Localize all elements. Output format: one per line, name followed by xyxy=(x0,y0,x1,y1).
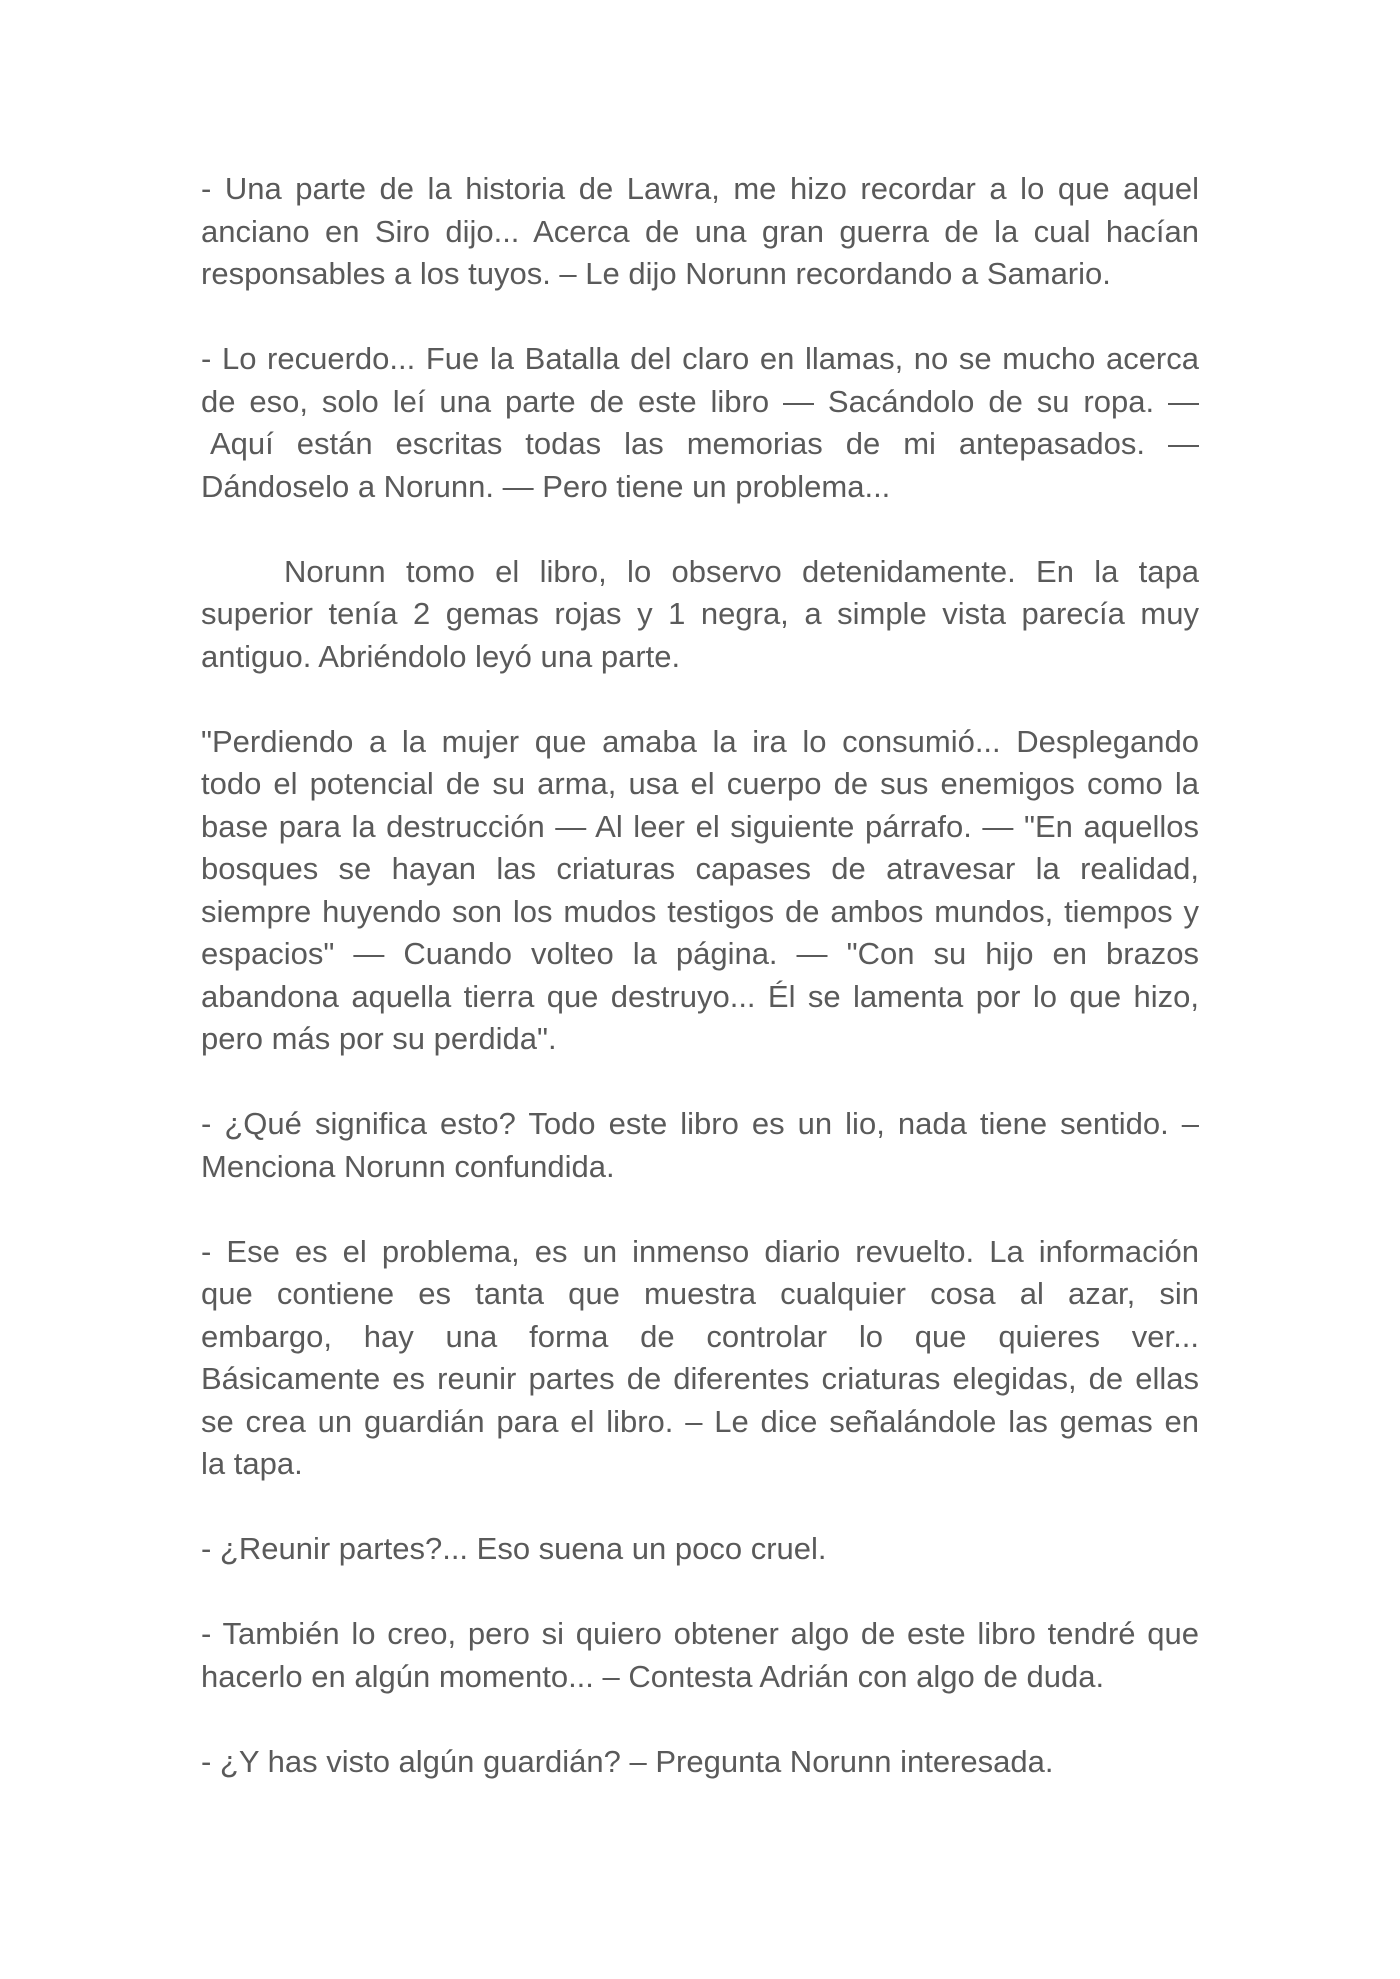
text-line: Menciona Norunn confundida. xyxy=(201,1148,615,1184)
text-line: la tapa. xyxy=(201,1446,303,1481)
text-line: bosques se hayan las criaturas capases de atravesar la realidad, xyxy=(201,851,1199,886)
text-line: Dándoselo a Norunn. — Pero tiene un problema... xyxy=(201,468,891,504)
text-line: hacerlo en algún momento... – Contesta Adrián con algo de duda. xyxy=(201,1658,1105,1694)
text-line: Básicamente es reunir partes de diferentes criaturas elegidas, de ellas xyxy=(201,1361,1199,1396)
text-line: - También lo creo, pero si quiero obtener algo de este libro tendré que xyxy=(201,1616,1199,1651)
text-line: - ¿Y has visto algún guardián? – Pregunta Norunn interesada. xyxy=(201,1743,1054,1779)
text-line: base para la destrucción — Al leer el siguiente párrafo. — "En aquellos xyxy=(201,808,1199,844)
paragraph-1 xyxy=(201,168,1199,296)
paragraph-7 xyxy=(201,1528,1199,1571)
text-line: embargo, hay una forma de controlar lo que quieres ver... xyxy=(201,1318,1199,1354)
text-line: antiguo. Abriéndolo leyó una parte. xyxy=(201,638,681,674)
paragraph-2 xyxy=(201,338,1199,508)
text-line: de eso, solo leí una parte de este libro — Sacándolo de su ropa. — xyxy=(201,383,1199,419)
text-line: anciano en Siro dijo... Acerca de una gran guerra de la cual hacían xyxy=(201,213,1199,249)
text-line: pero más por su perdida". xyxy=(201,1021,557,1056)
paragraph-5 xyxy=(201,1103,1199,1188)
paragraph-6 xyxy=(201,1231,1199,1486)
paragraph-9 xyxy=(201,1741,1199,1784)
text-line: todo el potencial de su arma, usa el cuerpo de sus enemigos como la xyxy=(201,766,1199,801)
paragraph-8 xyxy=(201,1613,1199,1698)
text-line: Aquí están escritas todas las memorias de mi antepasados. — xyxy=(210,426,1199,461)
text-line: - ¿Qué significa esto? Todo este libro es un lio, nada tiene sentido. – xyxy=(201,1106,1199,1141)
text-line: responsables a los tuyos. – Le dijo Norunn recordando a Samario. xyxy=(201,256,1111,291)
paragraph-4 xyxy=(201,721,1199,1061)
text-line: - Lo recuerdo... Fue la Batalla del claro en llamas, no se mucho acerca xyxy=(201,341,1199,376)
text-line: que contiene es tanta que muestra cualquier cosa al azar, sin xyxy=(201,1276,1199,1311)
text-line: espacios" — Cuando volteo la página. — "Con su hijo en brazos xyxy=(201,936,1199,971)
text-line: abandona aquella tierra que destruyo... Él se lamenta por lo que hizo, xyxy=(201,978,1199,1014)
text-line: - Ese es el problema, es un inmenso diario revuelto. La información xyxy=(201,1233,1199,1269)
text-line: superior tenía 2 gemas rojas y 1 negra, a simple vista parecía muy xyxy=(201,596,1199,631)
paragraph-3 xyxy=(201,551,1199,679)
text-line: se crea un guardián para el libro. – Le dice señalándole las gemas en xyxy=(201,1403,1199,1439)
text-line: siempre huyendo son los mudos testigos de ambos mundos, tiempos y xyxy=(201,893,1199,929)
text-line: Norunn tomo el libro, lo observo detenidamente. En la tapa xyxy=(284,553,1199,589)
text-line: "Perdiendo a la mujer que amaba la ira lo consumió... Desplegando xyxy=(201,723,1199,759)
text-line: - Una parte de la historia de Lawra, me hizo recordar a lo que aquel xyxy=(201,171,1199,206)
body-text xyxy=(201,168,1199,1783)
text-line: - ¿Reunir partes?... Eso suena un poco cruel. xyxy=(201,1531,827,1566)
